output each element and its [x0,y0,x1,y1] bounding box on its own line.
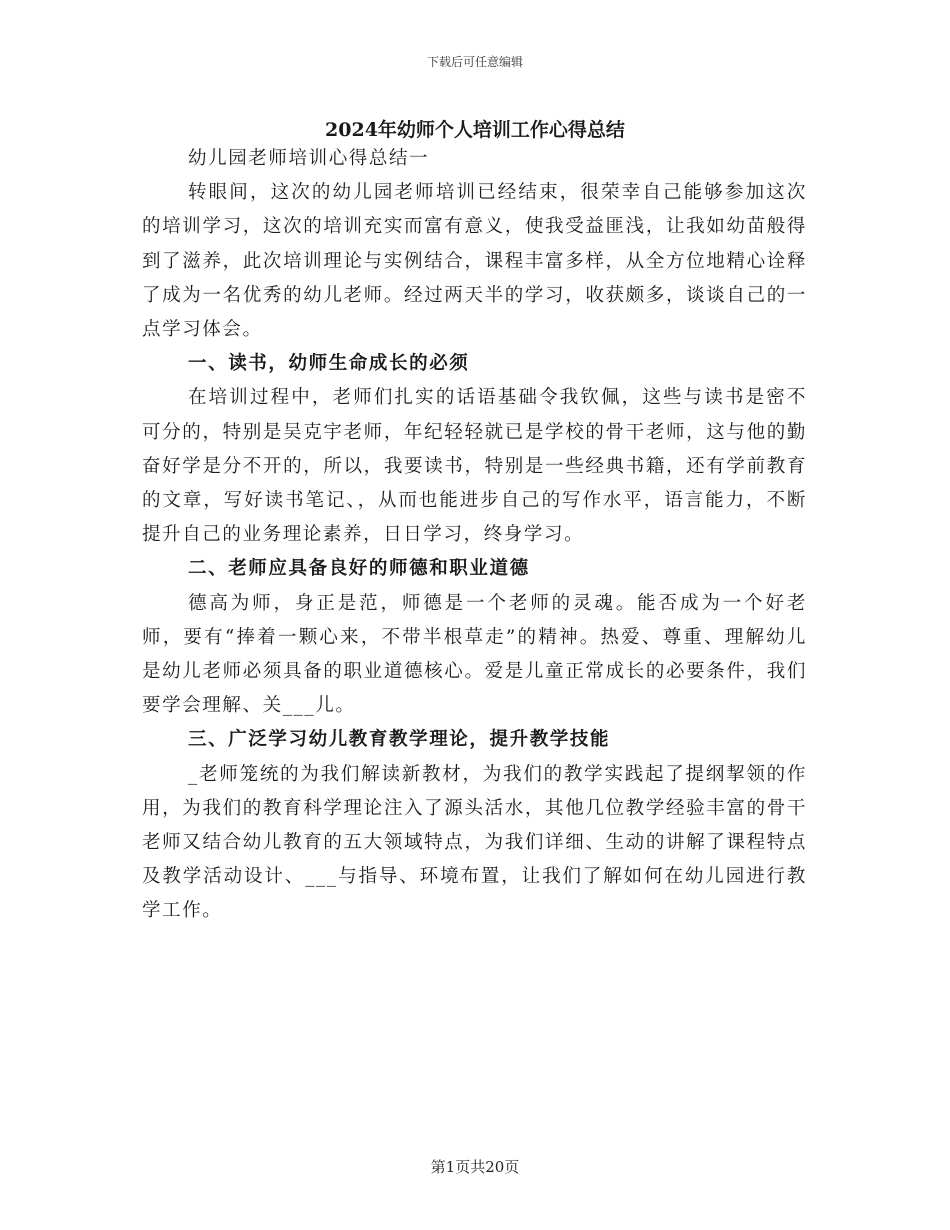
page-header-note: 下载后可任意编辑 [426,55,523,69]
section-heading-3: 三、广泛学习幼儿教育教学理论，提升教学技能 [188,729,611,751]
paragraph-intro: 转眼间，这次的幼儿园老师培训已经结束，很荣幸自己能够参加这次的培训学习，这次的培训充实而富有意义，使我受益匪浅，让我如幼苗般得到了滋养，此次培训理论与实例结合，课程丰富多样，从全方位地精心诠释了成为一名优秀的幼儿老师。经过两天半的学习，收获颇多，谈谈自己的一点学习体会。 [142,182,807,341]
paragraph-section-2: 德高为师，身正是范，师德是一个老师的灵魂。能否成为一个好老师，要有“捧着一颗心来，不带半根草走”的精神。热爱、尊重、理解幼儿是幼儿老师必须具备的职业道德核心。爱是儿童正常成长的必要条件，我们要学会理解、关___儿。 [142,592,807,717]
section-heading-2: 二、老师应具备良好的师德和职业道德 [188,558,530,580]
document-title: 2024年幼师个人培训工作心得总结 [325,119,625,141]
document-subtitle: 幼儿园老师培训心得总结一 [188,148,430,169]
document-body [142,142,807,929]
paragraph-section-3: _老师笼统的为我们解读新教材，为我们的教学实践起了提纲挈领的作用，为我们的教育科学理论注入了源头活水，其他几位教学经验丰富的骨干老师又结合幼儿教育的五大领域特点，为我们详细、生动的讲解了课程特点及教学活动设计、___与指导、环境布置，让我们了解如何在幼儿园进行教学工作。 [142,763,807,922]
section-heading-1: 一、读书，幼师生命成长的必须 [188,353,470,375]
page-number: 第1页共20页 [430,1158,520,1176]
paragraph-section-1: 在培训过程中，老师们扎实的话语基础令我钦佩，这些与读书是密不可分的，特别是吴克宇老师，年纪轻轻就已是学校的骨干老师，这与他的勤奋好学是分不开的，所以，我要读书，特别是一些经典书籍，还有学前教育的文章，写好读书笔记、，从而也能进步自己的写作水平，语言能力，不断提升自己的业务理论素养，日日学习，终身学习。 [142,387,807,546]
